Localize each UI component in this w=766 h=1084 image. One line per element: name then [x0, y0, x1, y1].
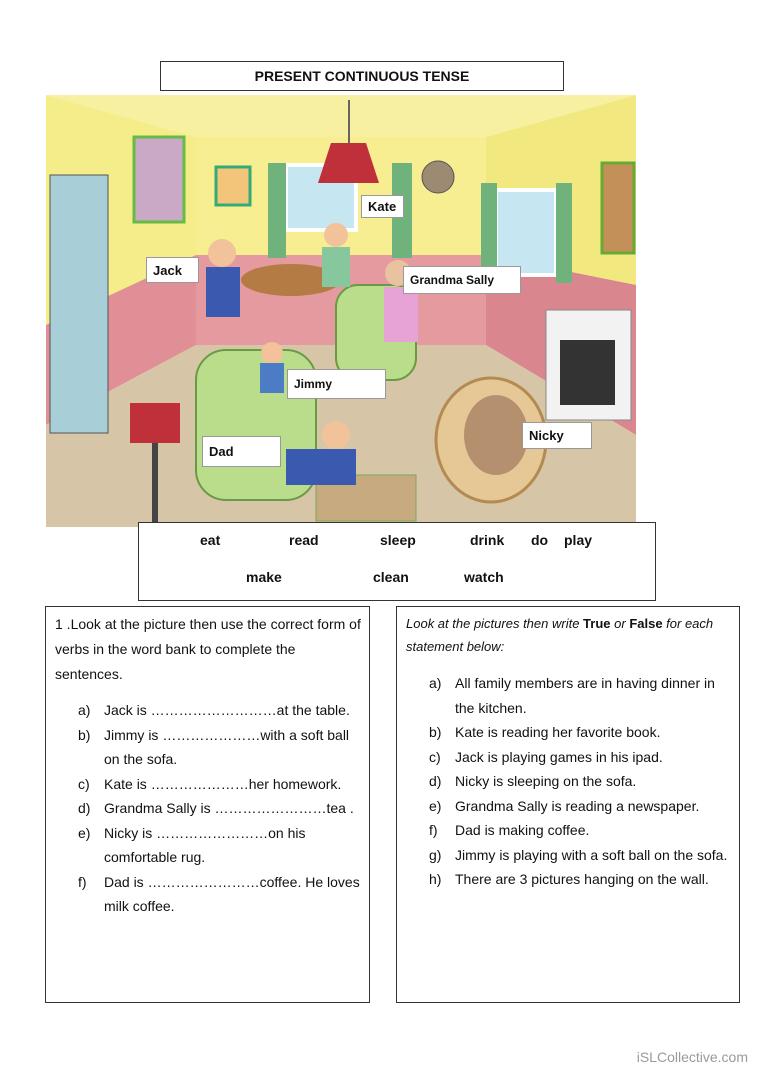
- exercise-2-list: [429, 671, 733, 892]
- item-marker: f): [78, 873, 87, 890]
- item-marker: h): [429, 871, 442, 887]
- item-marker: g): [429, 846, 442, 863]
- item-marker: b): [429, 724, 442, 740]
- list-item: [78, 821, 362, 870]
- exercise-1-list: [78, 698, 362, 919]
- word-read: read: [289, 532, 319, 548]
- true-keyword: True: [583, 616, 611, 631]
- exercise-1-instruction: 1 .Look at the picture then use the correct form of verbs in the word bank to complete the sentences.: [55, 616, 361, 682]
- living-room-illustration: [46, 95, 636, 527]
- sentence-text: Dad is ……………………coffee. He loves milk coffee.: [104, 873, 360, 914]
- word-clean: clean: [373, 569, 409, 585]
- label-kate: Kate: [361, 195, 404, 218]
- list-item: [78, 698, 362, 723]
- item-marker: e): [429, 797, 442, 814]
- list-item: [429, 818, 733, 843]
- list-item: [78, 796, 362, 821]
- item-marker: a): [429, 675, 442, 691]
- statement-text: Nicky is sleeping on the sofa.: [455, 773, 637, 789]
- worksheet-title: PRESENT CONTINUOUS TENSE: [160, 61, 564, 91]
- statement-text: Dad is making coffee.: [455, 822, 590, 838]
- list-item: [78, 723, 362, 772]
- statement-text: Kate is reading her favorite book.: [455, 724, 661, 740]
- word-bank: [138, 522, 656, 601]
- or-text: or: [610, 616, 630, 631]
- label-jack: Jack: [146, 257, 199, 283]
- word-make: make: [246, 569, 282, 585]
- label-dad: Dad: [202, 436, 281, 467]
- item-marker: d): [78, 800, 91, 816]
- sentence-text: Kate is …………………her homework.: [104, 775, 342, 792]
- exercise-2-instruction: [406, 612, 734, 658]
- list-item: [429, 671, 733, 720]
- sentence-text: Grandma Sally is ……………………tea .: [104, 800, 354, 816]
- item-marker: e): [78, 824, 91, 841]
- list-item: [78, 870, 362, 919]
- exercise-2-panel: [396, 606, 740, 1003]
- list-item: [429, 745, 733, 770]
- label-jimmy: Jimmy: [287, 369, 386, 399]
- list-item: [429, 794, 733, 819]
- list-item: [429, 867, 733, 892]
- statement-text: Jimmy is playing with a soft ball on the sofa.: [455, 846, 728, 863]
- item-marker: b): [78, 726, 91, 743]
- exercise-1-panel: [45, 606, 370, 1003]
- word-watch: watch: [464, 569, 504, 585]
- label-grandma-sally: Grandma Sally: [403, 266, 521, 294]
- sentence-text: Jimmy is …………………with a soft ball on the sofa.: [104, 726, 350, 767]
- word-sleep: sleep: [380, 532, 416, 548]
- instruction-text: Look at the pictures then write: [406, 616, 584, 631]
- list-item: [429, 720, 733, 745]
- statement-text: Grandma Sally is reading a newspaper.: [455, 797, 700, 814]
- statement-text: All family members are in having dinner in the kitchen.: [455, 675, 715, 716]
- word-drink: drink: [470, 532, 505, 548]
- item-marker: f): [429, 822, 438, 838]
- item-marker: d): [429, 773, 442, 789]
- item-marker: c): [429, 748, 441, 765]
- sentence-text: Jack is ………………………at the table.: [104, 702, 350, 718]
- word-do: do: [531, 532, 549, 548]
- word-eat: eat: [200, 532, 221, 548]
- false-keyword: False: [629, 616, 663, 631]
- word-play: play: [564, 532, 593, 548]
- statement-text: Jack is playing games in his ipad.: [455, 748, 663, 765]
- list-item: [78, 772, 362, 797]
- site-watermark: iSLCollective.com: [636, 1049, 748, 1065]
- item-marker: c): [78, 775, 90, 792]
- statement-text: There are 3 pictures hanging on the wall.: [455, 871, 709, 887]
- list-item: [429, 769, 733, 794]
- instruction-text-end: for each statement below:: [406, 616, 714, 654]
- label-nicky: Nicky: [522, 422, 592, 449]
- list-item: [429, 843, 733, 868]
- sentence-text: Nicky is ……………………on his comfortable rug.: [104, 824, 306, 865]
- item-marker: a): [78, 702, 91, 718]
